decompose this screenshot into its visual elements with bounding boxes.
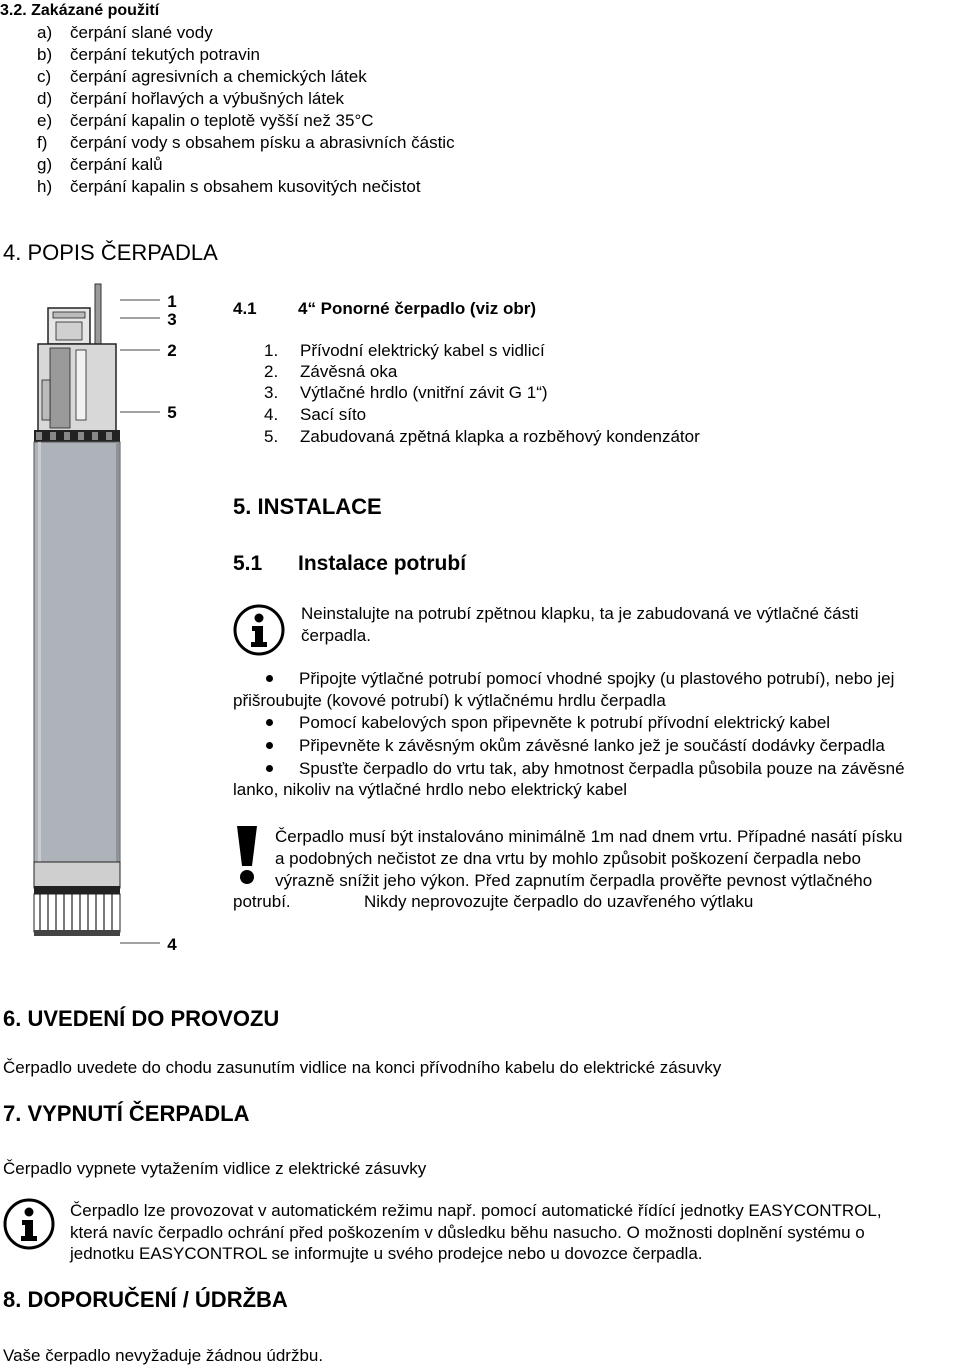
step-text: lanko, nikoliv na výtlačné hrdlo nebo elektrický kabel [233, 780, 628, 799]
list-item-text: čerpání kalů [70, 155, 163, 174]
bullet-icon [266, 719, 273, 726]
list-item-text: čerpání vody s obsahem písku a abrasivních částic [70, 133, 455, 152]
section-6-heading: 6. UVEDENÍ DO PROVOZU [3, 1006, 280, 1031]
bullet-icon [266, 675, 273, 682]
info-icon [232, 603, 286, 662]
section-5-heading: 5. INSTALACE [233, 494, 382, 519]
part-text: Závěsná oka [300, 362, 398, 381]
section-4-1-title: 4“ Ponorné čerpadlo (viz obr) [298, 299, 537, 318]
step-text: Pomocí kabelových spon připevněte k potrubí přívodní elektrický kabel [299, 713, 831, 732]
info-icon [2, 1197, 56, 1256]
pump-figure [20, 280, 190, 960]
part-text: Výtlačné hrdlo (vnitřní závit G 1“) [300, 383, 548, 402]
list-item-text: čerpání agresivních a chemických látek [70, 67, 367, 86]
info-text-line: jednotku EASYCONTROL se informujte u svého prodejce nebo u dovozce čerpadla. [70, 1244, 703, 1263]
part-number: 2. [264, 362, 279, 381]
info-text-line: Neinstalujte na potrubí zpětnou klapku, ta je zabudovaná ve výtlačné části [301, 604, 859, 623]
warning-text-line: a podobných nečistot ze dna vrtu by mohlo způsobit poškození čerpadla nebo [275, 849, 861, 868]
list-item-text: čerpání kapalin s obsahem kusovitých nečistot [70, 177, 421, 196]
list-item-text: čerpání hořlavých a výbušných látek [70, 89, 345, 108]
figure-label: 5 [167, 403, 177, 422]
step-text: přišroubujte (kovové potrubí) k výtlačnému hrdlu čerpadla [233, 691, 666, 710]
section-5-1-number: 5.1 [233, 552, 263, 575]
step-text: Připevněte k závěsným okům závěsné lanko jež je součástí dodávky čerpadla [299, 736, 885, 755]
section-8-text: Vaše čerpadlo nevyžaduje žádnou údržbu. [3, 1346, 324, 1365]
bullet-icon [266, 765, 273, 772]
section-8-heading: 8. DOPORUČENÍ / ÚDRŽBA [3, 1287, 288, 1312]
part-number: 5. [264, 427, 279, 446]
section-4-1-number: 4.1 [233, 299, 257, 318]
info-text-line: Čerpadlo lze provozovat v automatickém režimu např. pomocí automatické řídící jednotky EASYCONTROL, [70, 1201, 882, 1220]
figure-label: 4 [167, 935, 177, 954]
info-text-line: která navíc čerpadlo ochrání před poškozením v důsledku běhu nasucho. O možnosti doplnění systému o [70, 1223, 865, 1242]
info-text-line: čerpadla. [301, 626, 371, 645]
part-number: 4. [264, 405, 279, 424]
warning-text-line: Nikdy neprovozujte čerpadlo do uzavřeného výtlaku [364, 892, 754, 911]
list-item-letter: c) [37, 67, 52, 86]
section-6-text: Čerpadlo uvedete do chodu zasunutím vidlice na konci přívodního kabelu do elektrické zásuvky [3, 1058, 722, 1077]
list-item-text: čerpání slané vody [70, 23, 213, 42]
figure-label: 1 [167, 292, 177, 311]
list-item-letter: d) [37, 89, 53, 108]
section-7-text: Čerpadlo vypnete vytažením vidlice z elektrické zásuvky [3, 1159, 427, 1178]
exclamation-icon [233, 824, 261, 891]
part-number: 1. [264, 341, 279, 360]
step-text: Připojte výtlačné potrubí pomocí vhodné spojky (u plastového potrubí), nebo jej [299, 669, 895, 688]
part-text: Přívodní elektrický kabel s vidlicí [300, 341, 545, 360]
list-item-letter: b) [37, 45, 53, 64]
list-item-letter: e) [37, 111, 53, 130]
part-number: 3. [264, 383, 279, 402]
list-item-letter: h) [37, 177, 53, 196]
figure-label: 2 [167, 341, 177, 360]
list-item-text: čerpání kapalin o teplotě vyšší než 35°C [70, 111, 374, 130]
part-text: Sací síto [300, 405, 367, 424]
section-3-2-heading: 3.2. Zakázané použití [0, 2, 160, 19]
warning-text-line: Čerpadlo musí být instalováno minimálně 1m nad dnem vrtu. Případné nasátí písku [275, 827, 903, 846]
part-text: Zabudovaná zpětná klapka a rozběhový kondenzátor [300, 427, 700, 446]
list-item-letter: a) [37, 23, 53, 42]
warning-text-line: výrazně snížit jeho výkon. Před zapnutím čerpadla prověřte pevnost výtlačného [275, 871, 873, 890]
figure-label: 3 [167, 310, 177, 329]
pump-illustration [20, 280, 190, 960]
list-item-text: čerpání tekutých potravin [70, 45, 260, 64]
bullet-icon [266, 742, 273, 749]
section-5-1-title: Instalace potrubí [298, 552, 467, 575]
section-7-heading: 7. VYPNUTÍ ČERPADLA [3, 1101, 250, 1126]
list-item-letter: f) [37, 133, 48, 152]
warning-text-line: potrubí. [233, 892, 291, 911]
list-item-letter: g) [37, 155, 53, 174]
step-text: Spusťte čerpadlo do vrtu tak, aby hmotnost čerpadla působila pouze na závěsné [299, 759, 905, 778]
section-4-heading: 4. POPIS ČERPADLA [3, 240, 218, 265]
